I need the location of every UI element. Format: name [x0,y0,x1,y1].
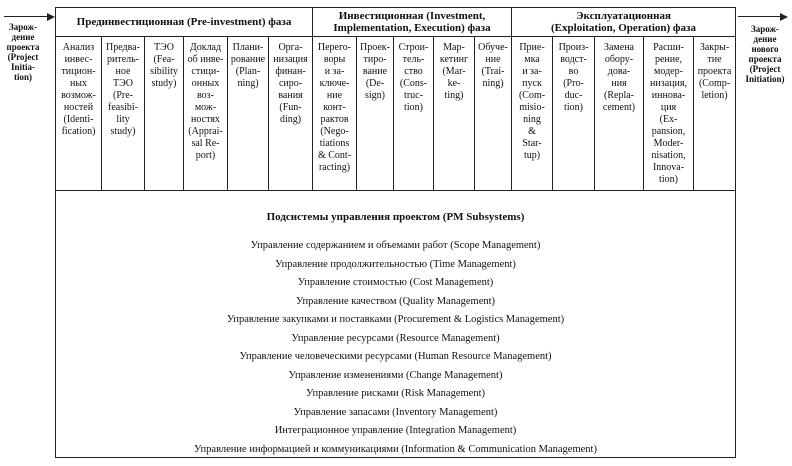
phase-pre-investment [56,7,312,37]
phase-title-text: Инвестиционная (Investment, Implementation, Execution) фаза [333,9,491,34]
step-training: Обуче- ние (Trai- ning) [478,42,508,89]
step-negotiations: Перего- воры и за- ключе- ние конт- рактов (Nego- tiations & Cont- racting) [317,42,352,173]
subsystems-list [55,237,736,459]
step-design: Проек- тиро- вание (De- sign) [360,42,390,101]
step-completion: Закры- тие проекта (Comp- letion) [697,42,732,101]
step-production: Произ- водст- во (Pro- duc- tion) [558,42,589,113]
phase-investment [313,7,511,37]
subsystem-item: Управление качеством (Quality Management) [295,295,496,307]
phase-title-text: Эксплуатационная (Exploitation, Operation) фаза [551,9,696,34]
section-divider [55,190,736,191]
phase-exploitation [512,7,735,37]
step-construction: Строи- тель- ство (Cons- truc- tion) [398,42,429,113]
subsystem-item: Управление рисками (Risk Management) [306,388,485,399]
subsystem-item: Управление содержанием и объемами работ (Scope Management) [250,240,541,251]
new-project-initiation-label: Зарож- дение нового проекта (Project Initiation) [745,24,785,84]
subsystem-item: Интеграционное управление (Integration Management) [274,425,517,436]
subsystem-item: Управление стоимостью (Cost Management) [297,277,494,288]
project-initiation-label: Зарож- дение проекта (Project Initia- tion) [6,22,40,82]
step-funding: Орга- низация финан- сиро- вания (Fun- ding) [273,42,308,125]
subsystem-item: Управление информацией и коммуникациями (Information & Communication Management) [194,443,597,455]
subsystem-item: Управление ресурсами (Resource Management) [291,332,500,344]
left-arrow-head [47,13,55,21]
step-appraisal-report: Доклад об инве- стици- онных воз- мож- ностях (Apprai- sal Re- port) [187,42,224,161]
right-arrow-line [738,16,782,17]
step-pre-feasibility: Предва- ритель- ное ТЭО (Pre- feasibi- lity study) [106,42,140,137]
subsystem-item: Управление продолжительностью (Time Management) [275,258,516,270]
subsystem-item: Управление человеческими ресурсами (Human Resource Management) [239,351,552,362]
step-identification: Анализ инвес- тицион- ных возмож- ностей (Identi- fication) [61,42,96,137]
phase-title-text: Прединвестиционная (Pre-investment) фаза [76,15,292,28]
left-arrow-line [4,16,48,17]
step-marketing: Мар- кетинг (Mar- ke- ting) [439,42,469,101]
subsystems-title: Подсистемы управления проектом (PM Subsystems) [266,211,525,223]
right-arrow-head [780,13,788,21]
step-commissioning: Прие- мка и за- пуск (Com- misio- ning & Star- tup) [518,42,546,161]
subsystem-item: Управление закупками и поставками (Procurement & Logistics Management) [226,314,565,325]
step-feasibility: ТЭО (Fea- sibility study) [150,42,178,89]
step-replacement: Замена обору- дова- ния (Repla- cement) [602,42,636,113]
subsystem-item: Управление запасами (Inventory Management) [293,406,498,418]
subsystem-item: Управление изменениями (Change Management) [288,369,503,381]
step-expansion: Расши- рение, модер- низация, иннова- ция (Ex- pansion, Moder- nisation, Innova- tion) [650,42,687,185]
step-planning: Плани- рование (Plan- ning) [230,42,266,89]
